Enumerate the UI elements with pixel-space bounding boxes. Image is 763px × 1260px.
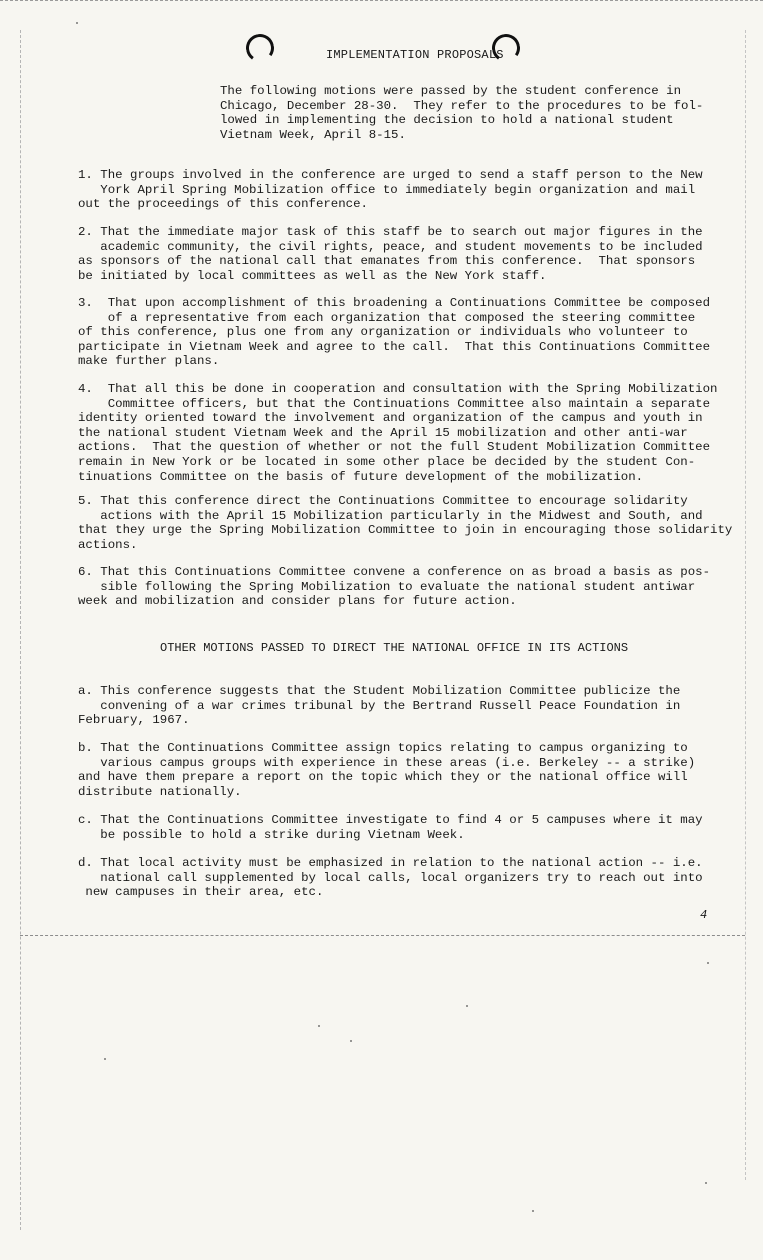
other-motions-heading: OTHER MOTIONS PASSED TO DIRECT THE NATIONAL OFFICE IN ITS ACTIONS xyxy=(160,641,629,655)
motion-4: 4. That all this be done in cooperation and consultation with the Spring Mobilization Committee officers, but that the Continuations Committee also maintain a separate identity oriented toward the involvement and organization of the campus and youth in the national student Vietnam Week and the April 15 mobilization and other anti-war actions. That the question of whether or not the full Student Mobilization Committee remain in New York or be located in some other place be decided by the student Con- tinuations Committee on the basis of future development of the mobilization. xyxy=(78,382,718,484)
motion-2: 2. That the immediate major task of this staff be to search out major figures in the academic community, the civil rights, peace, and student movements to be included as sponsors of the national call that emanates from this conference. That sponsors be initiated by local committees as well as the New York staff. xyxy=(78,225,703,283)
motion-6: 6. That this Continuations Committee convene a conference on as broad a basis as pos- sible following the Spring Mobilization to evaluate the national student antiwar week and mobilization and consider plans for future action. xyxy=(78,565,711,609)
document-title: IMPLEMENTATION PROPOSALS xyxy=(326,48,504,62)
other-motion-b: b. That the Continuations Committee assign topics relating to campus organizing to various campus groups with experience in these areas (i.e. Berkeley -- a strike) and have them prepare a report on the topic which they or the national office will distribute nationally. xyxy=(78,741,696,799)
other-motion-a: a. This conference suggests that the Student Mobilization Committee publicize the convening of a war crimes tribunal by the Bertrand Russell Peace Foundation in February, 1967. xyxy=(78,684,681,728)
other-motion-d: d. That local activity must be emphasized in relation to the national action -- i.e. national call supplemented by local calls, local organizers try to reach out into new campuses in their area, etc. xyxy=(78,856,703,900)
scan-speck xyxy=(707,962,709,964)
scan-speck xyxy=(705,1182,707,1184)
scan-speck xyxy=(466,1005,468,1007)
punch-hole-left-icon xyxy=(244,32,276,64)
top-edge-artifact xyxy=(0,0,763,3)
scan-speck xyxy=(318,1025,320,1027)
page-number: 4 xyxy=(700,908,708,922)
scan-speck xyxy=(76,22,78,24)
other-motion-c: c. That the Continuations Committee investigate to find 4 or 5 campuses where it may be possible to hold a strike during Vietnam Week. xyxy=(78,813,703,842)
scan-speck xyxy=(350,1040,352,1042)
intro-paragraph: The following motions were passed by the student conference in Chicago, December 28-30. They refer to the procedures to be fol- lowed in implementing the decision to hold a national student Vietnam Week, April 8-15. xyxy=(220,84,704,142)
scan-speck xyxy=(532,1210,534,1212)
right-margin-artifact xyxy=(745,30,746,1180)
scan-speck xyxy=(104,1058,106,1060)
motion-1: 1. The groups involved in the conference are urged to send a staff person to the New York April Spring Mobilization office to immediately begin organization and mail out the proceedings of this conference. xyxy=(78,168,703,212)
motion-3: 3. That upon accomplishment of this broadening a Continuations Committee be composed of a representative from each organization that composed the steering committee of this conference, plus one from any organization or individuals who volunteer to participate in Vietnam Week and agree to the call. That this Continuations Committee make further plans. xyxy=(78,296,711,369)
motion-5: 5. That this conference direct the Continuations Committee to encourage solidarity actions with the April 15 Mobilization particularly in the Midwest and South, and that they urge the Spring Mobilization Committee to join in encouraging those solidarity actions. xyxy=(78,494,733,552)
left-margin-artifact xyxy=(20,30,21,1230)
fold-line-artifact xyxy=(20,935,745,936)
